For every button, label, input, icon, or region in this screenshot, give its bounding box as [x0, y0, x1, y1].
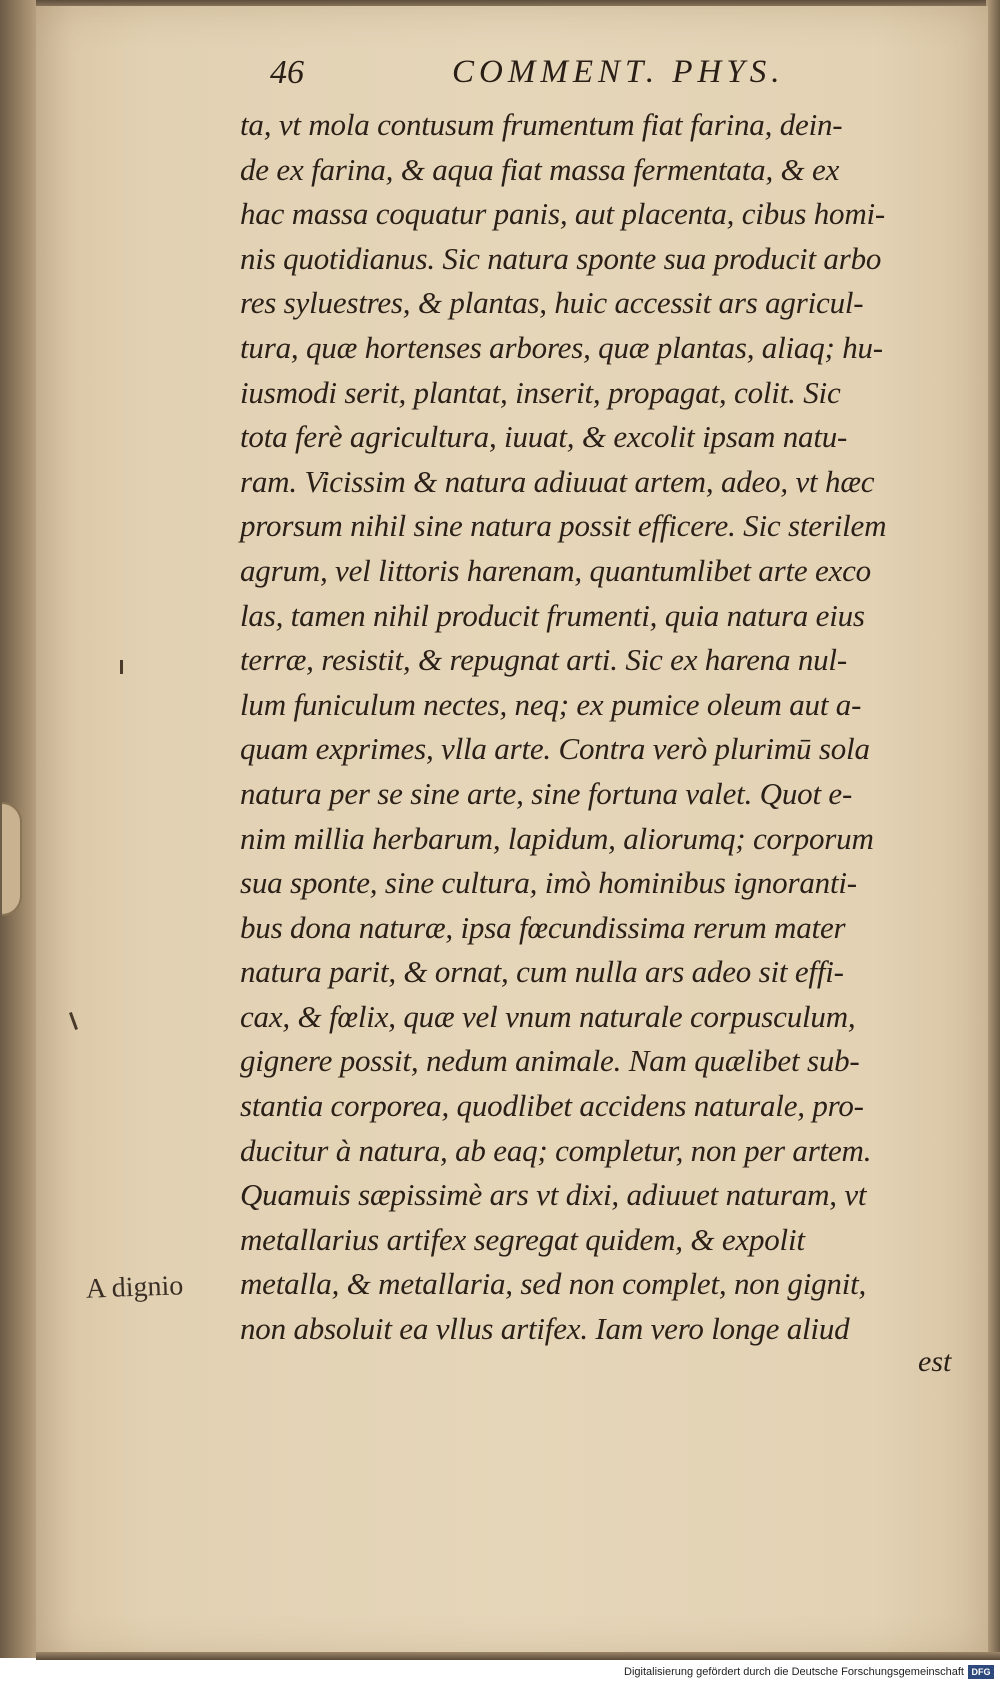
right-page-edge: [986, 0, 1000, 1660]
text-line: tota ferè agricultura, iuuat, & excolit ipsam natu-: [240, 419, 848, 455]
text-line: ram. Vicissim & natura adiuuat artem, adeo, vt hæc: [240, 463, 875, 499]
handwritten-marginal-note: A dignio: [85, 1270, 184, 1305]
text-line: stantia corporea, quodlibet accidens naturale, pro-: [240, 1088, 864, 1124]
text-line: natura per se sine arte, sine fortuna valet. Quot e-: [240, 775, 853, 811]
text-line: non absoluit ea vllus artifex. Iam vero longe aliud: [240, 1311, 850, 1347]
text-line: quam exprimes, vlla arte. Contra verò plurimū sola: [240, 731, 870, 767]
text-line: agrum, vel littoris harenam, quantumlibet arte exco: [240, 552, 871, 588]
text-line: metalla, & metallaria, sed non complet, non gignit,: [240, 1266, 867, 1302]
page-number: 46: [270, 54, 304, 91]
text-line: ducitur à natura, ab eaq; completur, non per artem.: [240, 1132, 872, 1168]
text-line: res syluestres, & plantas, huic accessit ars agricul-: [240, 285, 864, 321]
text-line: nim millia herbarum, lapidum, aliorumq; corporum: [240, 820, 874, 856]
text-line: cax, & fœlix, quæ vel vnum naturale corpusculum,: [240, 998, 856, 1034]
text-line: sua sponte, sine cultura, imò hominibus ignoranti-: [240, 865, 857, 901]
text-line: ta, vt mola contusum frumentum fiat farina, dein-: [240, 107, 843, 142]
text-line: hac massa coquatur panis, aut placenta, cibus homi-: [240, 196, 886, 232]
funding-credit: Digitalisierung gefördert durch die Deutsche Forschungsgemeinschaft: [624, 1666, 964, 1678]
binding-fold: [2, 802, 22, 916]
page-header: [270, 54, 890, 102]
text-line: Quamuis sæpissimè ars vt dixi, adiuuet naturam, vt: [240, 1177, 867, 1213]
text-line: gignere possit, nedum animale. Nam quælibet sub-: [240, 1043, 860, 1079]
text-line: bus dona naturæ, ipsa fœcundissima rerum mater: [240, 909, 846, 945]
text-line: metallarius artifex segregat quidem, & expolit: [240, 1221, 805, 1257]
text-line: de ex farina, & aqua fiat massa fermentata, & ex: [240, 151, 840, 187]
text-line: las, tamen nihil producit frumenti, quia natura eius: [240, 597, 865, 633]
text-line: lum funiculum nectes, neq; ex pumice oleum aut a-: [240, 686, 862, 722]
dfg-logo-icon: DFG: [968, 1665, 994, 1679]
body-text: [240, 103, 975, 1352]
text-line: prorsum nihil sine natura possit efficere. Sic sterilem: [240, 508, 887, 544]
catchword: est: [918, 1345, 952, 1378]
ink-mark: [120, 660, 123, 674]
book-spine: [0, 0, 36, 1658]
text-line: iusmodi serit, plantat, inserit, propagat, colit. Sic: [240, 374, 841, 410]
text-line: tura, quæ hortenses arbores, quæ plantas, aliaq; hu-: [240, 329, 883, 365]
bottom-page-edge: [36, 1652, 1000, 1660]
digitization-footer: [0, 1662, 1000, 1685]
text-line: nis quotidianus. Sic natura sponte sua producit arbo: [240, 240, 882, 276]
running-head: COMMENT. PHYS.: [452, 54, 785, 90]
text-line: terræ, resistit, & repugnat arti. Sic ex harena nul-: [240, 642, 847, 678]
text-line: natura parit, & ornat, cum nulla ars adeo sit effi-: [240, 954, 844, 990]
